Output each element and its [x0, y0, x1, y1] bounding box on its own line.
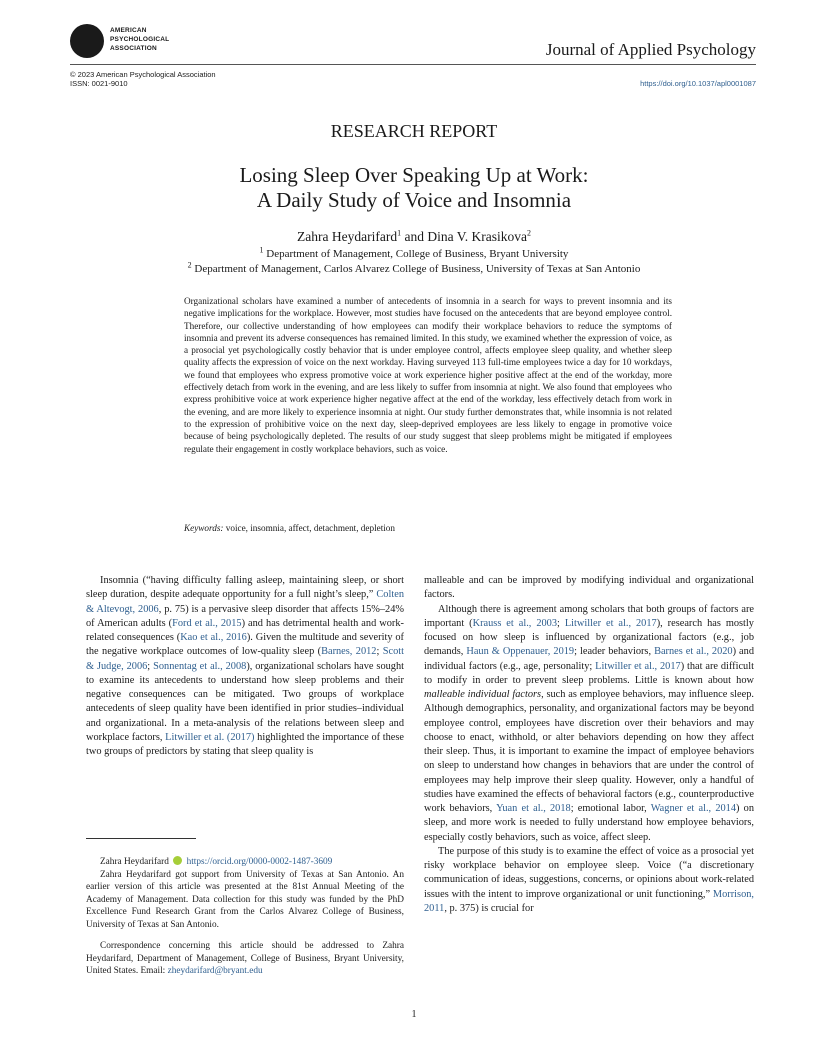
- citation-link[interactable]: Barnes et al., 2020: [654, 646, 733, 658]
- abstract: Organizational scholars have examined a number of antecedents of insomnia in a search for ways to prevent insomnia and its negative implications for the workplace. However, most studies have focused on the antecedents that are beyond employee control. Therefore, our collective understanding of how employees can modify their workplace behaviors to reduce the symptoms of insomnia and prevent its adverse consequences has remained limited. In this study, we examined whether the expression of voice, as a prosocial yet psychologically costly behavior that is under employee control, affects employee sleep quality, and whether sleep quality affects the expression of voice on the next workday. Having surveyed 113 full-time employees twice a day for 10 workdays, we found that employees who express promotive voice at work experience higher positive affect at the end of the workday, more effectively detach from work in the evening, and are less likely to suffer from insomnia at night. We also found that employees who express prohibitive voice at work experience higher negative affect at the end of the workday, less effectively detach from work in the evening, and are more likely to experience insomnia at night. Our study further demonstrates that, while insomnia is not related to the expression of prohibitive voice on the next day, sleep-deprived employees are less likely to engage in promotive voice because of being psychologically depleted. The results of our study suggest that sleep problems might be mitigated if employees regulate their engagement in costly workplace behaviors, such as voice.: [184, 296, 672, 454]
- citation-link[interactable]: Morrison, 2011: [424, 888, 754, 914]
- article-type: RESEARCH REPORT: [330, 121, 498, 141]
- citation-link[interactable]: Litwiller et al., 2017: [595, 660, 681, 672]
- header-rule: [70, 64, 756, 65]
- copyright-block: [70, 71, 216, 88]
- citation-link[interactable]: Litwiller et al. (2017): [165, 731, 255, 743]
- body-column-left: [86, 574, 404, 759]
- paragraph: The purpose of this study is to examine the effect of voice as a prosocial yet risky workplace behavior on employee sleep. Voice (“a discretionary communication of ideas, suggestions, concerns, or opinions about work-related issues with the intent to improve organizational or unit functioning,” Morrison, 2011, p. 375) is crucial for: [424, 845, 754, 914]
- paragraph: malleable and can be improved by modifying individual and organizational factors.: [424, 575, 754, 601]
- citation-link[interactable]: Kao et al., 2016: [180, 632, 247, 643]
- orcid-icon: [173, 856, 182, 865]
- apa-logo-mark-icon: [70, 24, 104, 58]
- paragraph: Insomnia (“having difficulty falling asleep, maintaining sleep, or short sleep duration, despite adequate opportunity for a full night’s sleep,” Colten & Altevogt, 2006, p. 75) is a pervasive sleep disorder that affects 15%–24% of American adults (Ford et al., 2015) and has detrimental health and work-related consequences (Kao et al., 2016). Given the multitude and severity of the negative workplace outcomes of low-quality sleep (Barnes, 2012; Scott & Judge, 2006; Sonnentag et al., 2008), organizational scholars have sought to examine its antecedents to understand how sleep problems and their negative consequences can be mitigated. Two groups of workplace antecedents of sleep quality have been identified in prior studies–individual and organizational. In a meta-analysis of the relations between sleep and workplace factors, Litwiller et al. (2017) highlighted the importance of these two groups of predictors by stating that sleep quality is: [86, 575, 405, 757]
- citation-link[interactable]: Barnes, 2012: [321, 646, 377, 658]
- author-2: Dina V. Krasikova: [427, 229, 527, 244]
- author-list: Zahra Heydarifard$^1$ and Dina V. Krasikova$^2$: [297, 228, 531, 244]
- citation-link[interactable]: Sonnentag et al., 2008: [153, 660, 247, 672]
- citation-link[interactable]: Haun & Oppenauer, 2019: [466, 646, 575, 658]
- citation-link[interactable]: Yuan et al., 2018: [496, 803, 571, 814]
- citation-link[interactable]: Wagner et al., 2014: [650, 803, 737, 814]
- citation-link[interactable]: Ford et al., 2015: [172, 617, 242, 629]
- keywords: Keywords: voice, insomnia, affect, detachment, depletion: [184, 523, 395, 533]
- author-note: Zahra Heydarifard https://orcid.org/0000-0002-1487-3609 Zahra Heydarifard got support from University of Texas at San Antonio. An earlier version of this article was presented at the 81st Annual Meeting of the Academy of Management. Data collection for this study was funded by the PhD Excellence Fund Research Grant from the Carlos Alvarez College of Business, University of Texas at San Antonio.: [86, 857, 404, 930]
- funding-note: Zahra Heydarifard got support from University of Texas at San Antonio. An earlier version of this article was presented at the 81st Annual Meeting of the Academy of Management. Data collection for this study was funded by the PhD Excellence Fund Research Grant from the Carlos Alvarez College of Business, University of Texas at San Antonio.: [86, 869, 404, 930]
- author-1: Zahra Heydarifard: [297, 229, 398, 244]
- affiliation-2: $^2$ Department of Management, Carlos Alvarez College of Business, University of Texas at San Antonio: [187, 260, 641, 275]
- journal-name: Journal of Applied Psychology: [545, 40, 756, 59]
- page-number: 1: [411, 1009, 417, 1020]
- copyright: © 2023 American Psychological Association: [70, 70, 216, 79]
- citation-link[interactable]: Scott & Judge, 2006: [86, 646, 404, 672]
- email-link[interactable]: zheydarifard@bryant.edu: [167, 966, 263, 976]
- citation-link[interactable]: Krauss et al., 2003: [472, 617, 558, 629]
- paragraph: Although there is agreement among scholars that both groups of factors are important (Krauss et al., 2003; Litwiller et al., 2017), research has mostly focused on how sleep is influenced by organizational factors (e.g., job demands, Haun & Oppenauer, 2019; leader behaviors, Barnes et al., 2020) and individual factors (e.g., age, personality; Litwiller et al., 2017) that are difficult to modify in order to prevent sleep problems. Little is known about how malleable individual factors, such as employee behaviors, may influence sleep. Although demographics, personality, and organizational factors may be beyond employee control, employees have discretion over their behaviors and may choose to enact, withhold, or alter behaviors depending on how they affect their sleep. Thus, it is important to examine the impact of employee behaviors on sleep to understand how changes in behaviors that are under the control of employees may help improve their sleep quality. However, only a handful of studies have examined the effects of behavioral factors (e.g., counterproductive work behaviors, Yuan et al., 2018; emotional labor, Wagner et al., 2014) on sleep, and more work is needed to fully understand how employee behaviors, especially costly behaviors, such as voice, affect sleep.: [424, 603, 755, 843]
- issn: ISSN: 0021-9010: [70, 78, 128, 88]
- citation-link[interactable]: Litwiller et al., 2017: [564, 617, 657, 629]
- body-column-right: [424, 574, 754, 916]
- correspondence-note: Correspondence concerning this article should be addressed to Zahra Heydarifard, Department of Management, College of Business, Bryant University, United States. Email: zheydarifard@bryant.edu: [86, 941, 404, 976]
- footnote-rule: [86, 838, 196, 839]
- affiliation-1: $^1$ Department of Management, College of Business, Bryant University: [259, 245, 569, 260]
- apa-logo-text: AMERICAN PSYCHOLOGICAL ASSOCIATION: [110, 27, 170, 52]
- article-title: Losing Sleep Over Speaking Up at Work: A Daily Study of Voice and Insomnia: [239, 163, 589, 212]
- apa-logo: [70, 22, 200, 64]
- orcid-link[interactable]: https://orcid.org/0000-0002-1487-3609: [186, 857, 333, 867]
- citation-link[interactable]: Colten & Altevogt, 2006: [86, 589, 404, 615]
- doi-link[interactable]: https://doi.org/10.1037/apl0001087: [640, 79, 756, 88]
